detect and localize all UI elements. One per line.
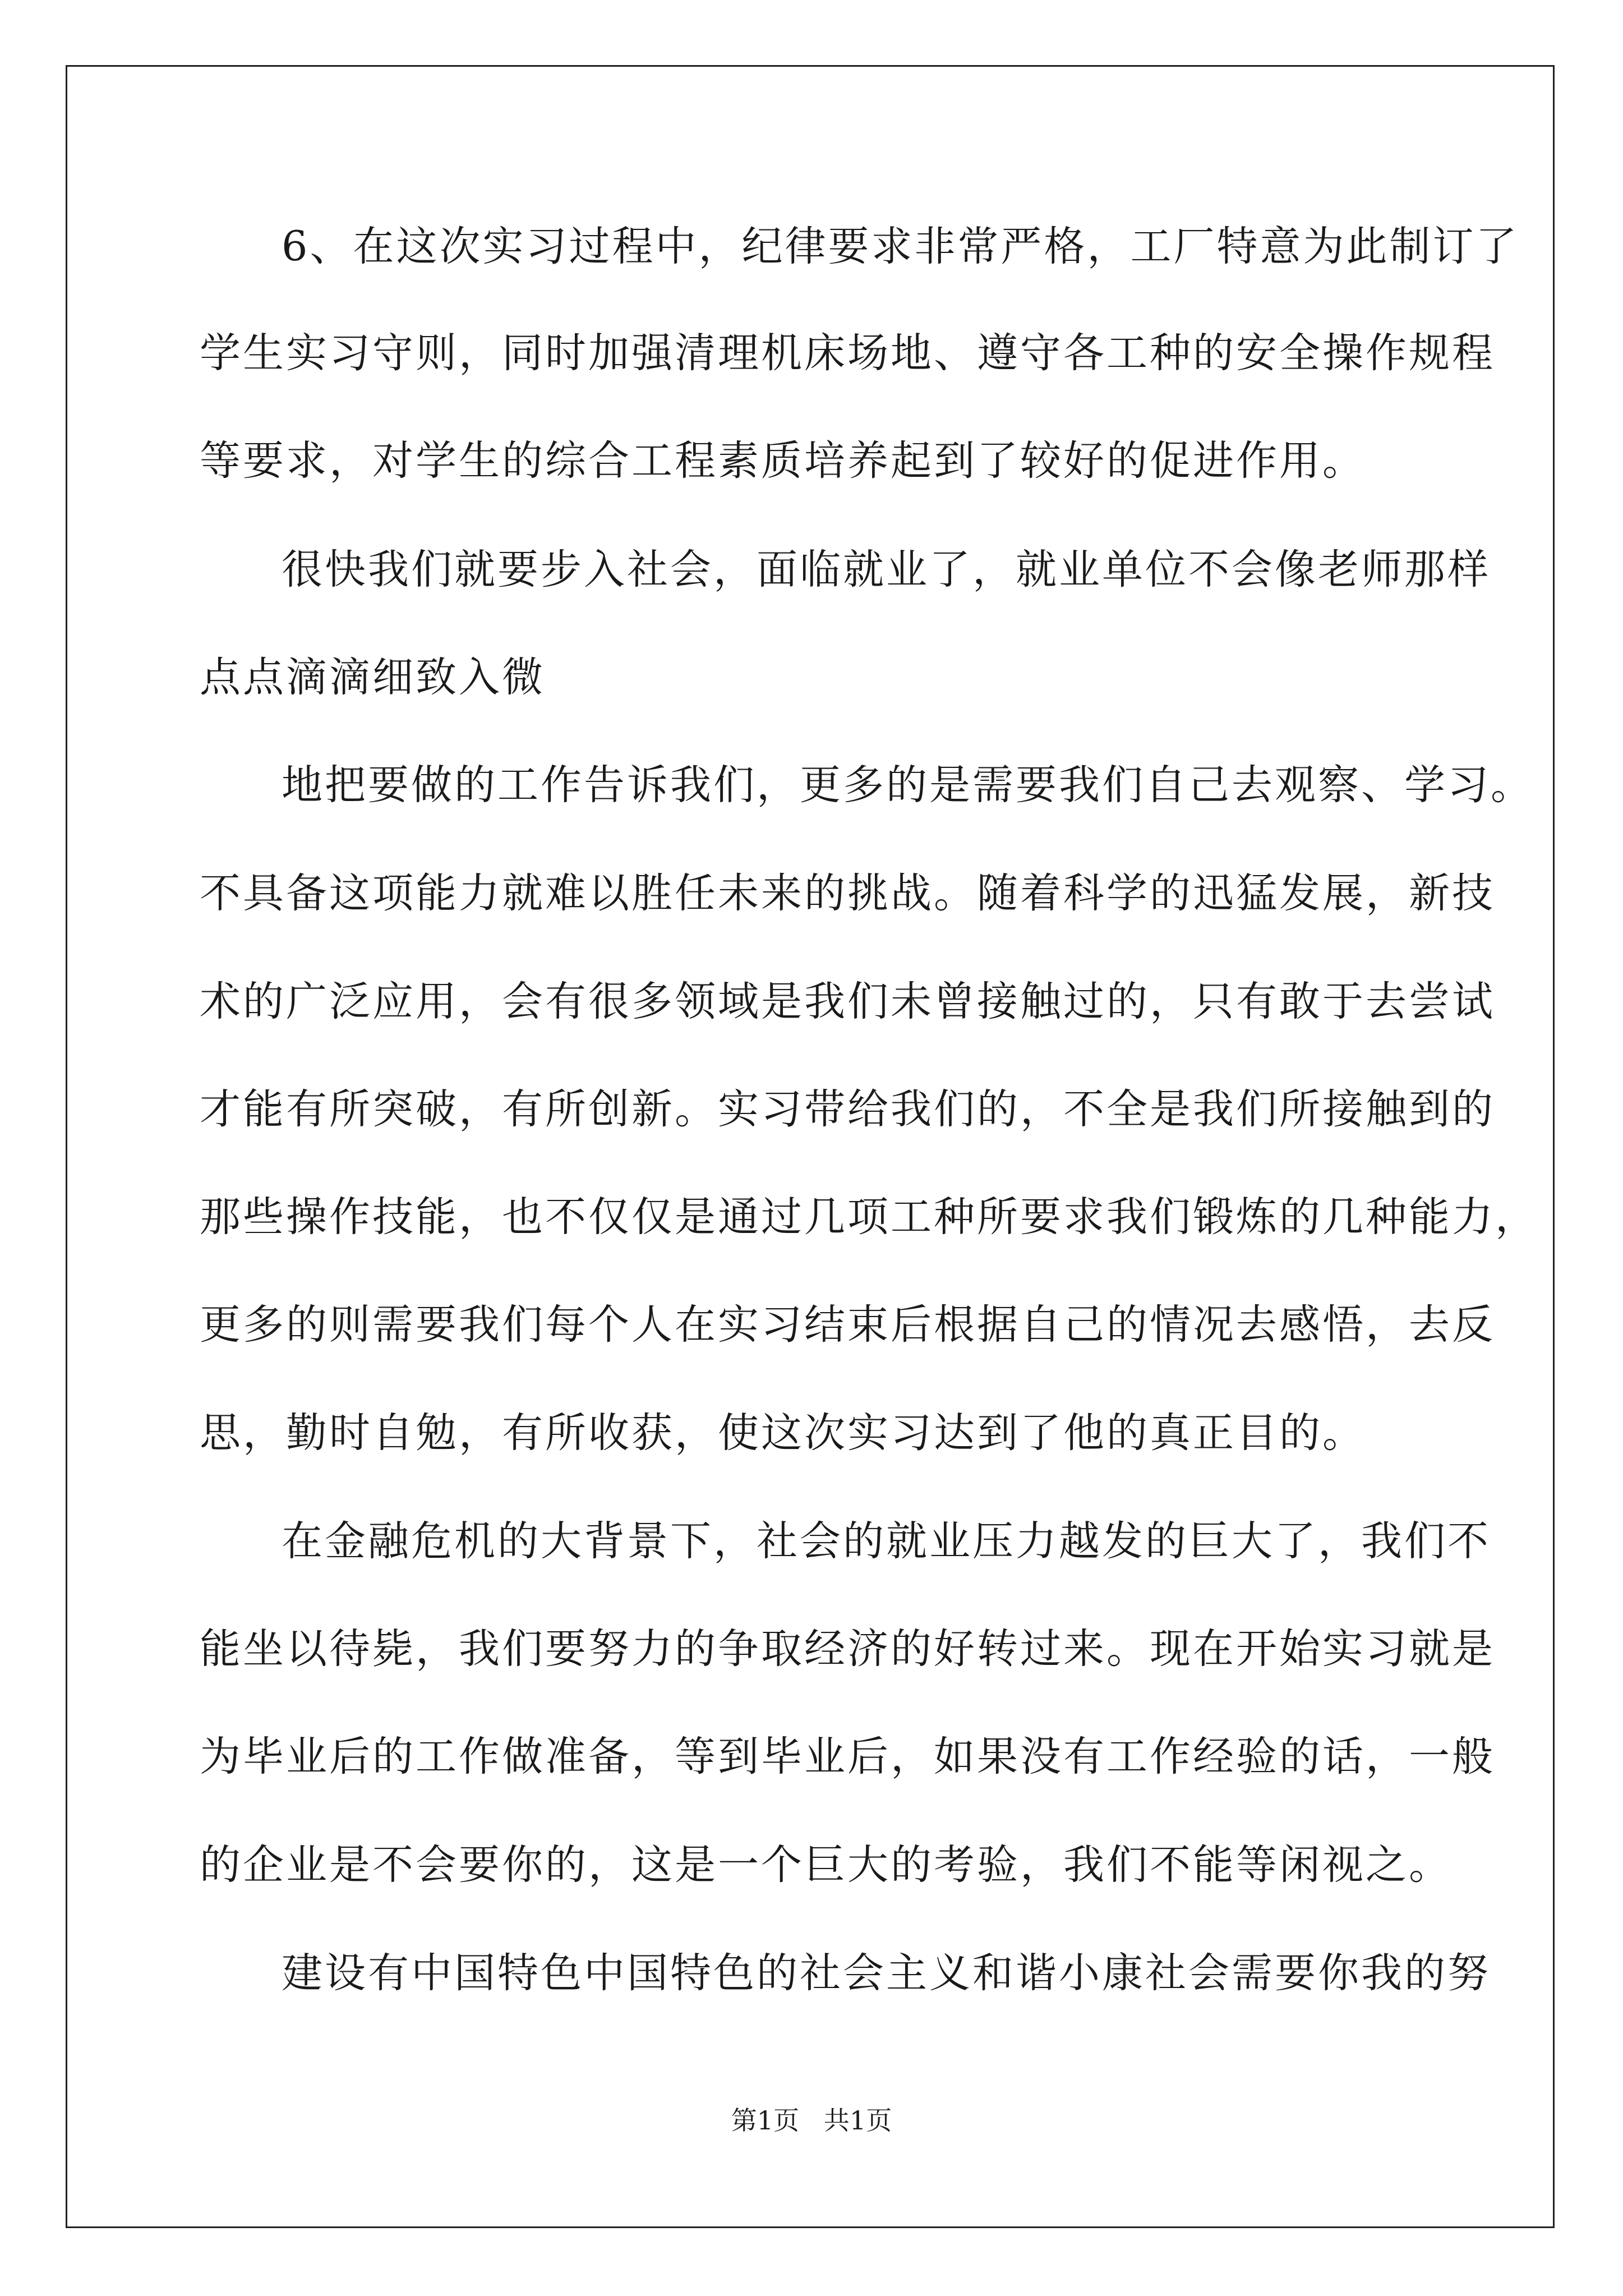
text-line: 不具备这项能力就难以胜任未来的挑战。随着科学的迅猛发展，新技 bbox=[200, 869, 1495, 917]
text-line: 6、在这次实习过程中，纪律要求非常严格，工厂特意为此制订了 bbox=[282, 223, 1519, 270]
text-line: 那些操作技能，也不仅仅是通过几项工种所要求我们锻炼的几种能力， bbox=[200, 1193, 1538, 1241]
page-border bbox=[66, 65, 1555, 2228]
text-line: 为毕业后的工作做准备，等到毕业后，如果没有工作经验的话，一般 bbox=[200, 1733, 1495, 1780]
text-line: 在金融危机的大背景下，社会的就业压力越发的巨大了，我们不 bbox=[282, 1517, 1491, 1565]
text-line: 很快我们就要步入社会，面临就业了，就业单位不会像老师那样 bbox=[282, 546, 1491, 593]
page-number: 第1页 共1页 bbox=[731, 2105, 892, 2136]
text-line: 术的广泛应用，会有很多领域是我们未曾接触过的，只有敢于去尝试 bbox=[200, 978, 1495, 1025]
text-line: 建设有中国特色中国特色的社会主义和谐小康社会需要你我的努 bbox=[282, 1949, 1491, 1997]
text-line: 地把要做的工作告诉我们，更多的是需要我们自己去观察、学习。 bbox=[282, 761, 1534, 809]
text-line: 思，勤时自勉，有所收获，使这次实习达到了他的真正目的。 bbox=[200, 1409, 1366, 1457]
text-line: 学生实习守则，同时加强清理机床场地、遵守各工种的安全操作规程 bbox=[200, 329, 1495, 377]
text-line: 等要求，对学生的综合工程素质培养起到了较好的促进作用。 bbox=[200, 437, 1366, 485]
text-line: 更多的则需要我们每个人在实习结束后根据自己的情况去感悟，去反 bbox=[200, 1301, 1495, 1349]
text-line: 能坐以待毙，我们要努力的争取经济的好转过来。现在开始实习就是 bbox=[200, 1625, 1495, 1673]
text-line: 点点滴滴细致入微 bbox=[200, 654, 545, 701]
text-line: 的企业是不会要你的，这是一个巨大的考验，我们不能等闲视之。 bbox=[200, 1841, 1452, 1889]
text-line: 才能有所突破，有所创新。实习带给我们的，不全是我们所接触到的 bbox=[200, 1085, 1495, 1133]
